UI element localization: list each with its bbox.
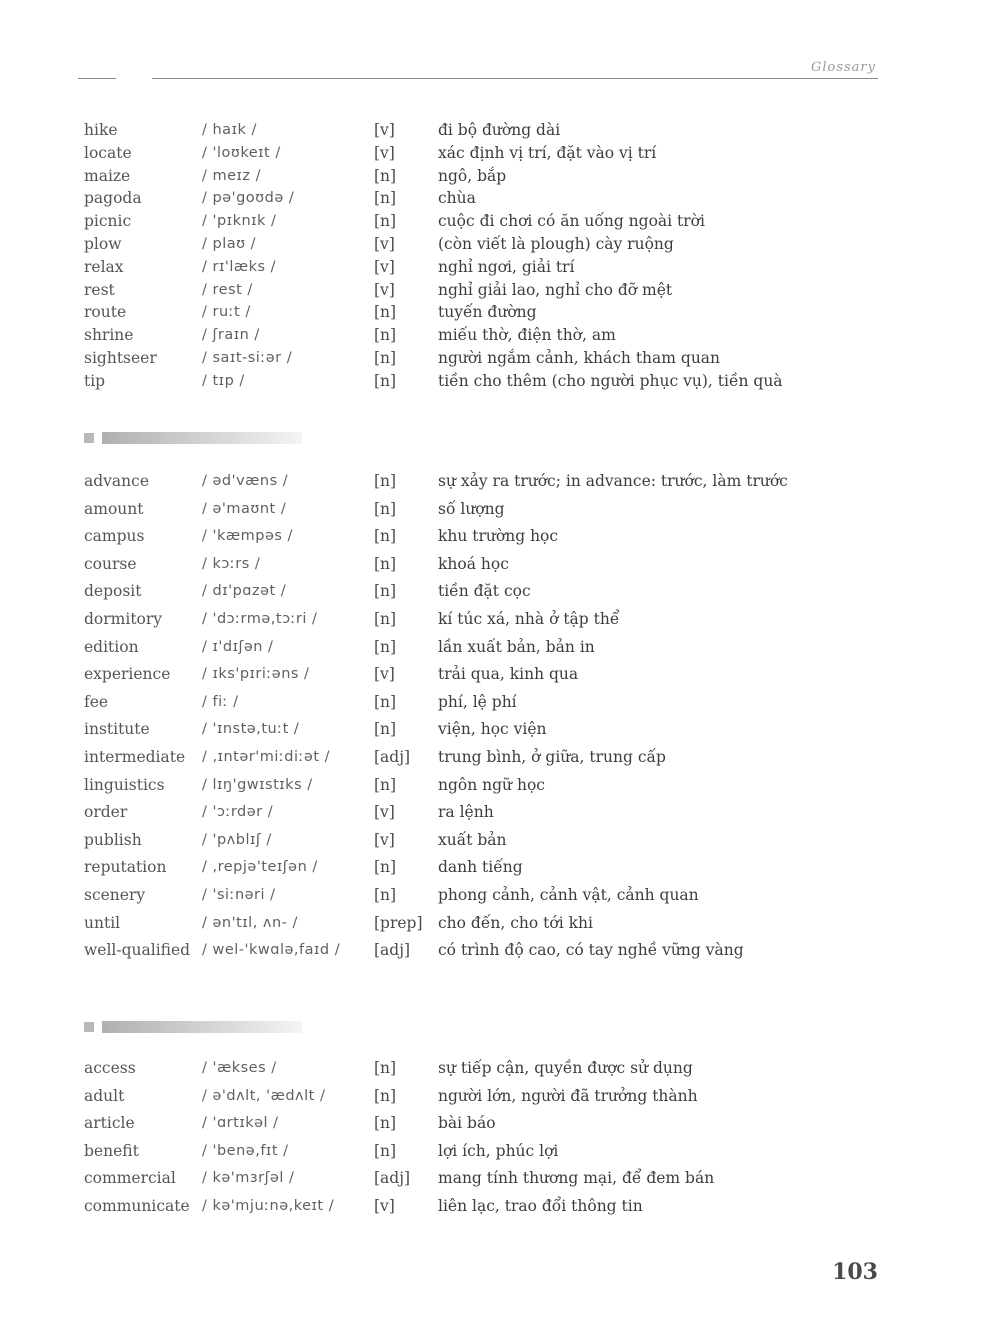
glossary-entry <box>84 143 804 169</box>
entry-part-of-speech: [n] <box>374 1114 397 1133</box>
entry-word: publish <box>84 830 142 849</box>
entry-pronunciation: / ɪ'dɪʃən / <box>202 638 274 655</box>
entry-part-of-speech: [n] <box>374 720 397 739</box>
glossary-entry <box>84 830 804 861</box>
entry-word: course <box>84 554 137 573</box>
entry-pronunciation: / 'ɔːrdər / <box>202 804 274 821</box>
entry-word: relax <box>84 257 124 276</box>
entry-pronunciation: / lɪŋ'gwɪstɪks / <box>202 776 313 793</box>
entry-meaning: viện, học viện <box>438 720 547 739</box>
entry-meaning: khoá học <box>438 554 509 573</box>
entry-pronunciation: / 'pʌblɪʃ / <box>202 831 272 848</box>
entry-pronunciation: / tɪp / <box>202 372 245 389</box>
entry-word: scenery <box>84 885 146 904</box>
entry-pronunciation: / kə'mjuːnə,keɪt / <box>202 1197 335 1214</box>
entry-part-of-speech: [n] <box>374 582 397 601</box>
entry-meaning: trung bình, ở giữa, trung cấp <box>438 747 666 766</box>
entry-meaning: người ngắm cảnh, khách tham quan <box>438 348 721 367</box>
entry-word: experience <box>84 665 171 684</box>
entry-pronunciation: / saɪt-siːər / <box>202 349 293 366</box>
entry-part-of-speech: [n] <box>374 554 397 573</box>
entry-meaning: mang tính thương mại, để đem bán <box>438 1169 715 1188</box>
entry-part-of-speech: [v] <box>374 665 395 684</box>
entry-pronunciation: / dɪ'pɑzət / <box>202 583 287 600</box>
entry-meaning: liên lạc, trao đổi thông tin <box>438 1196 643 1215</box>
entry-part-of-speech: [v] <box>374 234 395 253</box>
entry-meaning: (còn viết là plough) cày ruộng <box>438 234 674 253</box>
entry-word: article <box>84 1114 135 1133</box>
entry-part-of-speech: [v] <box>374 280 395 299</box>
entry-part-of-speech: [n] <box>374 212 397 231</box>
entry-part-of-speech: [n] <box>374 371 397 390</box>
entry-pronunciation: / haɪk / <box>202 122 257 138</box>
entry-pronunciation: / 'loʊkeɪt / <box>202 144 281 161</box>
entry-meaning: lần xuất bản, bản in <box>438 637 595 656</box>
entry-word: rest <box>84 280 115 299</box>
entry-word: route <box>84 303 127 322</box>
glossary-entry <box>84 123 804 146</box>
glossary-entry <box>84 554 804 585</box>
entry-word: access <box>84 1059 136 1077</box>
entry-pronunciation: / rɪ'læks / <box>202 258 277 275</box>
entry-meaning: lợi ích, phúc lợi <box>438 1141 559 1160</box>
entry-pronunciation: / 'dɔːrmə,tɔːri / <box>202 610 318 627</box>
entry-word: picnic <box>84 212 132 231</box>
glossary-entry <box>84 474 804 502</box>
glossary-entry <box>84 214 804 237</box>
unit-heading-3 <box>84 1020 364 1034</box>
entry-meaning: cuộc đi chơi có ăn uống ngoài trời <box>438 212 705 231</box>
glossary-entry <box>84 692 804 723</box>
vocab-section-1 <box>84 123 804 397</box>
entry-part-of-speech: [n] <box>374 1141 397 1160</box>
entry-part-of-speech: [n] <box>374 609 397 628</box>
entry-meaning: miếu thờ, điện thờ, am <box>438 326 616 345</box>
entry-part-of-speech: [n] <box>374 885 397 904</box>
entry-pronunciation: / 'pɪknɪk / <box>202 213 277 230</box>
glossary-entry <box>84 1116 804 1144</box>
entry-meaning: sự tiếp cận, quyền được sử dụng <box>438 1059 693 1077</box>
entry-part-of-speech: [adj] <box>374 1169 411 1188</box>
entry-meaning: nghỉ ngơi, giải trí <box>438 257 575 276</box>
entry-pronunciation: / ʃraɪn / <box>202 327 260 344</box>
faded-heading-graphic <box>102 1021 302 1033</box>
entry-pronunciation: / 'siːnəri / <box>202 886 276 903</box>
entry-word: sightseer <box>84 348 157 367</box>
entry-word: intermediate <box>84 747 186 766</box>
entry-word: fee <box>84 692 109 711</box>
entry-meaning: người lớn, người đã trưởng thành <box>438 1086 698 1105</box>
glossary-entry <box>84 1141 804 1172</box>
glossary-entry <box>84 637 804 668</box>
page-number: 103 <box>832 1259 878 1285</box>
entry-part-of-speech: [n] <box>374 348 397 367</box>
entry-pronunciation: / 'kæmpəs / <box>202 528 293 545</box>
entry-pronunciation: / 'ɑrtɪkəl / <box>202 1115 279 1132</box>
entry-meaning: tuyến đường <box>438 303 537 322</box>
entry-pronunciation: / wel-'kwɑlə,faɪd / <box>202 942 341 959</box>
glossary-entry <box>84 1171 804 1199</box>
entry-part-of-speech: [adj] <box>374 941 411 960</box>
entry-word: edition <box>84 637 139 656</box>
entry-pronunciation: / fiː / <box>202 693 239 710</box>
entry-pronunciation: / 'ækses / <box>202 1060 277 1076</box>
glossary-entry <box>84 943 804 971</box>
entry-pronunciation: / plaʊ / <box>202 235 257 252</box>
entry-meaning: ngô, bắp <box>438 166 507 185</box>
entry-part-of-speech: [n] <box>374 326 397 345</box>
entry-part-of-speech: [v] <box>374 830 395 849</box>
entry-meaning: số lượng <box>438 499 505 518</box>
glossary-entry <box>84 584 804 612</box>
entry-meaning: phí, lệ phí <box>438 692 517 711</box>
entry-part-of-speech: [n] <box>374 775 397 794</box>
entry-meaning: danh tiếng <box>438 858 523 877</box>
entry-word: locate <box>84 143 132 162</box>
entry-word: order <box>84 803 128 822</box>
glossary-entry <box>84 348 804 374</box>
glossary-entry <box>84 609 804 640</box>
entry-pronunciation: / meɪz / <box>202 167 262 184</box>
glossary-entry <box>84 722 804 750</box>
glossary-entry <box>84 775 804 806</box>
glossary-entry <box>84 1086 804 1117</box>
entry-meaning: tiền cho thêm (cho người phục vụ), tiền quà <box>438 371 783 390</box>
entry-part-of-speech: [v] <box>374 803 395 822</box>
entry-meaning: ra lệnh <box>438 803 494 822</box>
square-bullet-icon <box>84 1022 94 1032</box>
entry-word: linguistics <box>84 775 165 794</box>
entry-pronunciation: / ə'maʊnt / <box>202 500 287 517</box>
entry-pronunciation: / rest / <box>202 281 253 298</box>
entry-part-of-speech: [adj] <box>374 747 411 766</box>
entry-meaning: có trình độ cao, có tay nghề vững vàng <box>438 941 744 960</box>
entry-pronunciation: / kə'mɜrʃəl / <box>202 1170 295 1187</box>
entry-meaning: phong cảnh, cảnh vật, cảnh quan <box>438 885 699 904</box>
entry-meaning: bài báo <box>438 1114 496 1133</box>
entry-pronunciation: / ɪks'pɪriːəns / <box>202 666 310 683</box>
glossary-entry <box>84 280 804 306</box>
glossary-entry <box>84 529 804 557</box>
entry-meaning: nghỉ giải lao, nghỉ cho đỡ mệt <box>438 280 673 299</box>
entry-part-of-speech: [v] <box>374 257 395 276</box>
glossary-entry <box>84 747 804 778</box>
entry-meaning: xuất bản <box>438 830 507 849</box>
glossary-entry <box>84 371 804 397</box>
glossary-entry <box>84 913 804 944</box>
entry-part-of-speech: [v] <box>374 143 395 162</box>
entry-meaning: kí túc xá, nhà ở tập thể <box>438 609 620 628</box>
entry-word: plow <box>84 234 122 253</box>
faded-heading-graphic <box>102 432 302 444</box>
entry-word: reputation <box>84 858 167 877</box>
entry-word: benefit <box>84 1141 139 1160</box>
entry-pronunciation: / kɔːrs / <box>202 555 261 572</box>
entry-word: tip <box>84 371 106 390</box>
entry-pronunciation: / ,ɪntər'miːdiːət / <box>202 748 330 765</box>
entry-pronunciation: / ,repjə'teɪʃən / <box>202 859 318 876</box>
square-bullet-icon <box>84 433 94 443</box>
entry-pronunciation: / ən'tɪl, ʌn- / <box>202 914 298 931</box>
entry-word: communicate <box>84 1196 190 1215</box>
entry-meaning: khu trường học <box>438 527 559 546</box>
entry-part-of-speech: [n] <box>374 499 397 518</box>
entry-part-of-speech: [v] <box>374 121 395 139</box>
glossary-entry <box>84 1061 804 1089</box>
entry-word: institute <box>84 720 150 739</box>
glossary-entry <box>84 305 804 328</box>
entry-word: amount <box>84 499 144 518</box>
entry-meaning: đi bộ đường dài <box>438 121 561 139</box>
entry-word: dormitory <box>84 609 163 628</box>
entry-meaning: chùa <box>438 189 476 208</box>
entry-word: until <box>84 913 121 932</box>
entry-part-of-speech: [n] <box>374 189 397 208</box>
entry-word: shrine <box>84 326 134 345</box>
entry-part-of-speech: [v] <box>374 1196 395 1215</box>
vocab-section-3 <box>84 1061 804 1227</box>
entry-meaning: cho đến, cho tới khi <box>438 913 593 932</box>
unit-heading-2 <box>84 431 364 445</box>
entry-word: deposit <box>84 582 142 601</box>
glossary-entry <box>84 885 804 916</box>
entry-part-of-speech: [n] <box>374 692 397 711</box>
glossary-entry <box>84 860 804 888</box>
header-label: Glossary <box>810 60 876 75</box>
entry-pronunciation: / əd'væns / <box>202 473 289 489</box>
vocab-section-2 <box>84 474 804 971</box>
entry-word: campus <box>84 527 145 546</box>
entry-word: hike <box>84 121 118 139</box>
glossary-entry <box>84 667 804 695</box>
entry-part-of-speech: [n] <box>374 527 397 546</box>
entry-word: advance <box>84 472 149 490</box>
glossary-entry <box>84 257 804 283</box>
entry-part-of-speech: [prep] <box>374 913 423 932</box>
glossary-entry <box>84 328 804 351</box>
entry-part-of-speech: [n] <box>374 1059 397 1077</box>
entry-meaning: ngôn ngữ học <box>438 775 545 794</box>
entry-pronunciation: / ruːt / <box>202 304 251 321</box>
header-rule <box>78 78 878 79</box>
entry-word: well-qualified <box>84 941 191 960</box>
glossary-entry <box>84 191 804 214</box>
entry-part-of-speech: [n] <box>374 303 397 322</box>
entry-pronunciation: / 'ɪnstə,tuːt / <box>202 721 300 738</box>
entry-word: maize <box>84 166 131 185</box>
entry-part-of-speech: [n] <box>374 637 397 656</box>
entry-word: adult <box>84 1086 125 1105</box>
glossary-entry <box>84 805 804 833</box>
entry-pronunciation: / 'benə,fɪt / <box>202 1142 289 1159</box>
glossary-entry <box>84 499 804 530</box>
entry-meaning: trải qua, kinh qua <box>438 665 579 684</box>
entry-pronunciation: / ə'dʌlt, 'ædʌlt / <box>202 1087 326 1104</box>
entry-meaning: sự xảy ra trước; in advance: trước, làm trước <box>438 472 788 490</box>
entry-part-of-speech: [n] <box>374 166 397 185</box>
entry-part-of-speech: [n] <box>374 472 397 490</box>
entry-pronunciation: / pə'goʊdə / <box>202 190 295 207</box>
entry-word: pagoda <box>84 189 142 208</box>
entry-meaning: xác định vị trí, đặt vào vị trí <box>438 143 657 162</box>
glossary-entry <box>84 166 804 192</box>
entry-meaning: tiền đặt cọc <box>438 582 531 601</box>
entry-part-of-speech: [n] <box>374 858 397 877</box>
glossary-entry <box>84 1196 804 1227</box>
glossary-entry <box>84 234 804 260</box>
entry-part-of-speech: [n] <box>374 1086 397 1105</box>
entry-word: commercial <box>84 1169 176 1188</box>
